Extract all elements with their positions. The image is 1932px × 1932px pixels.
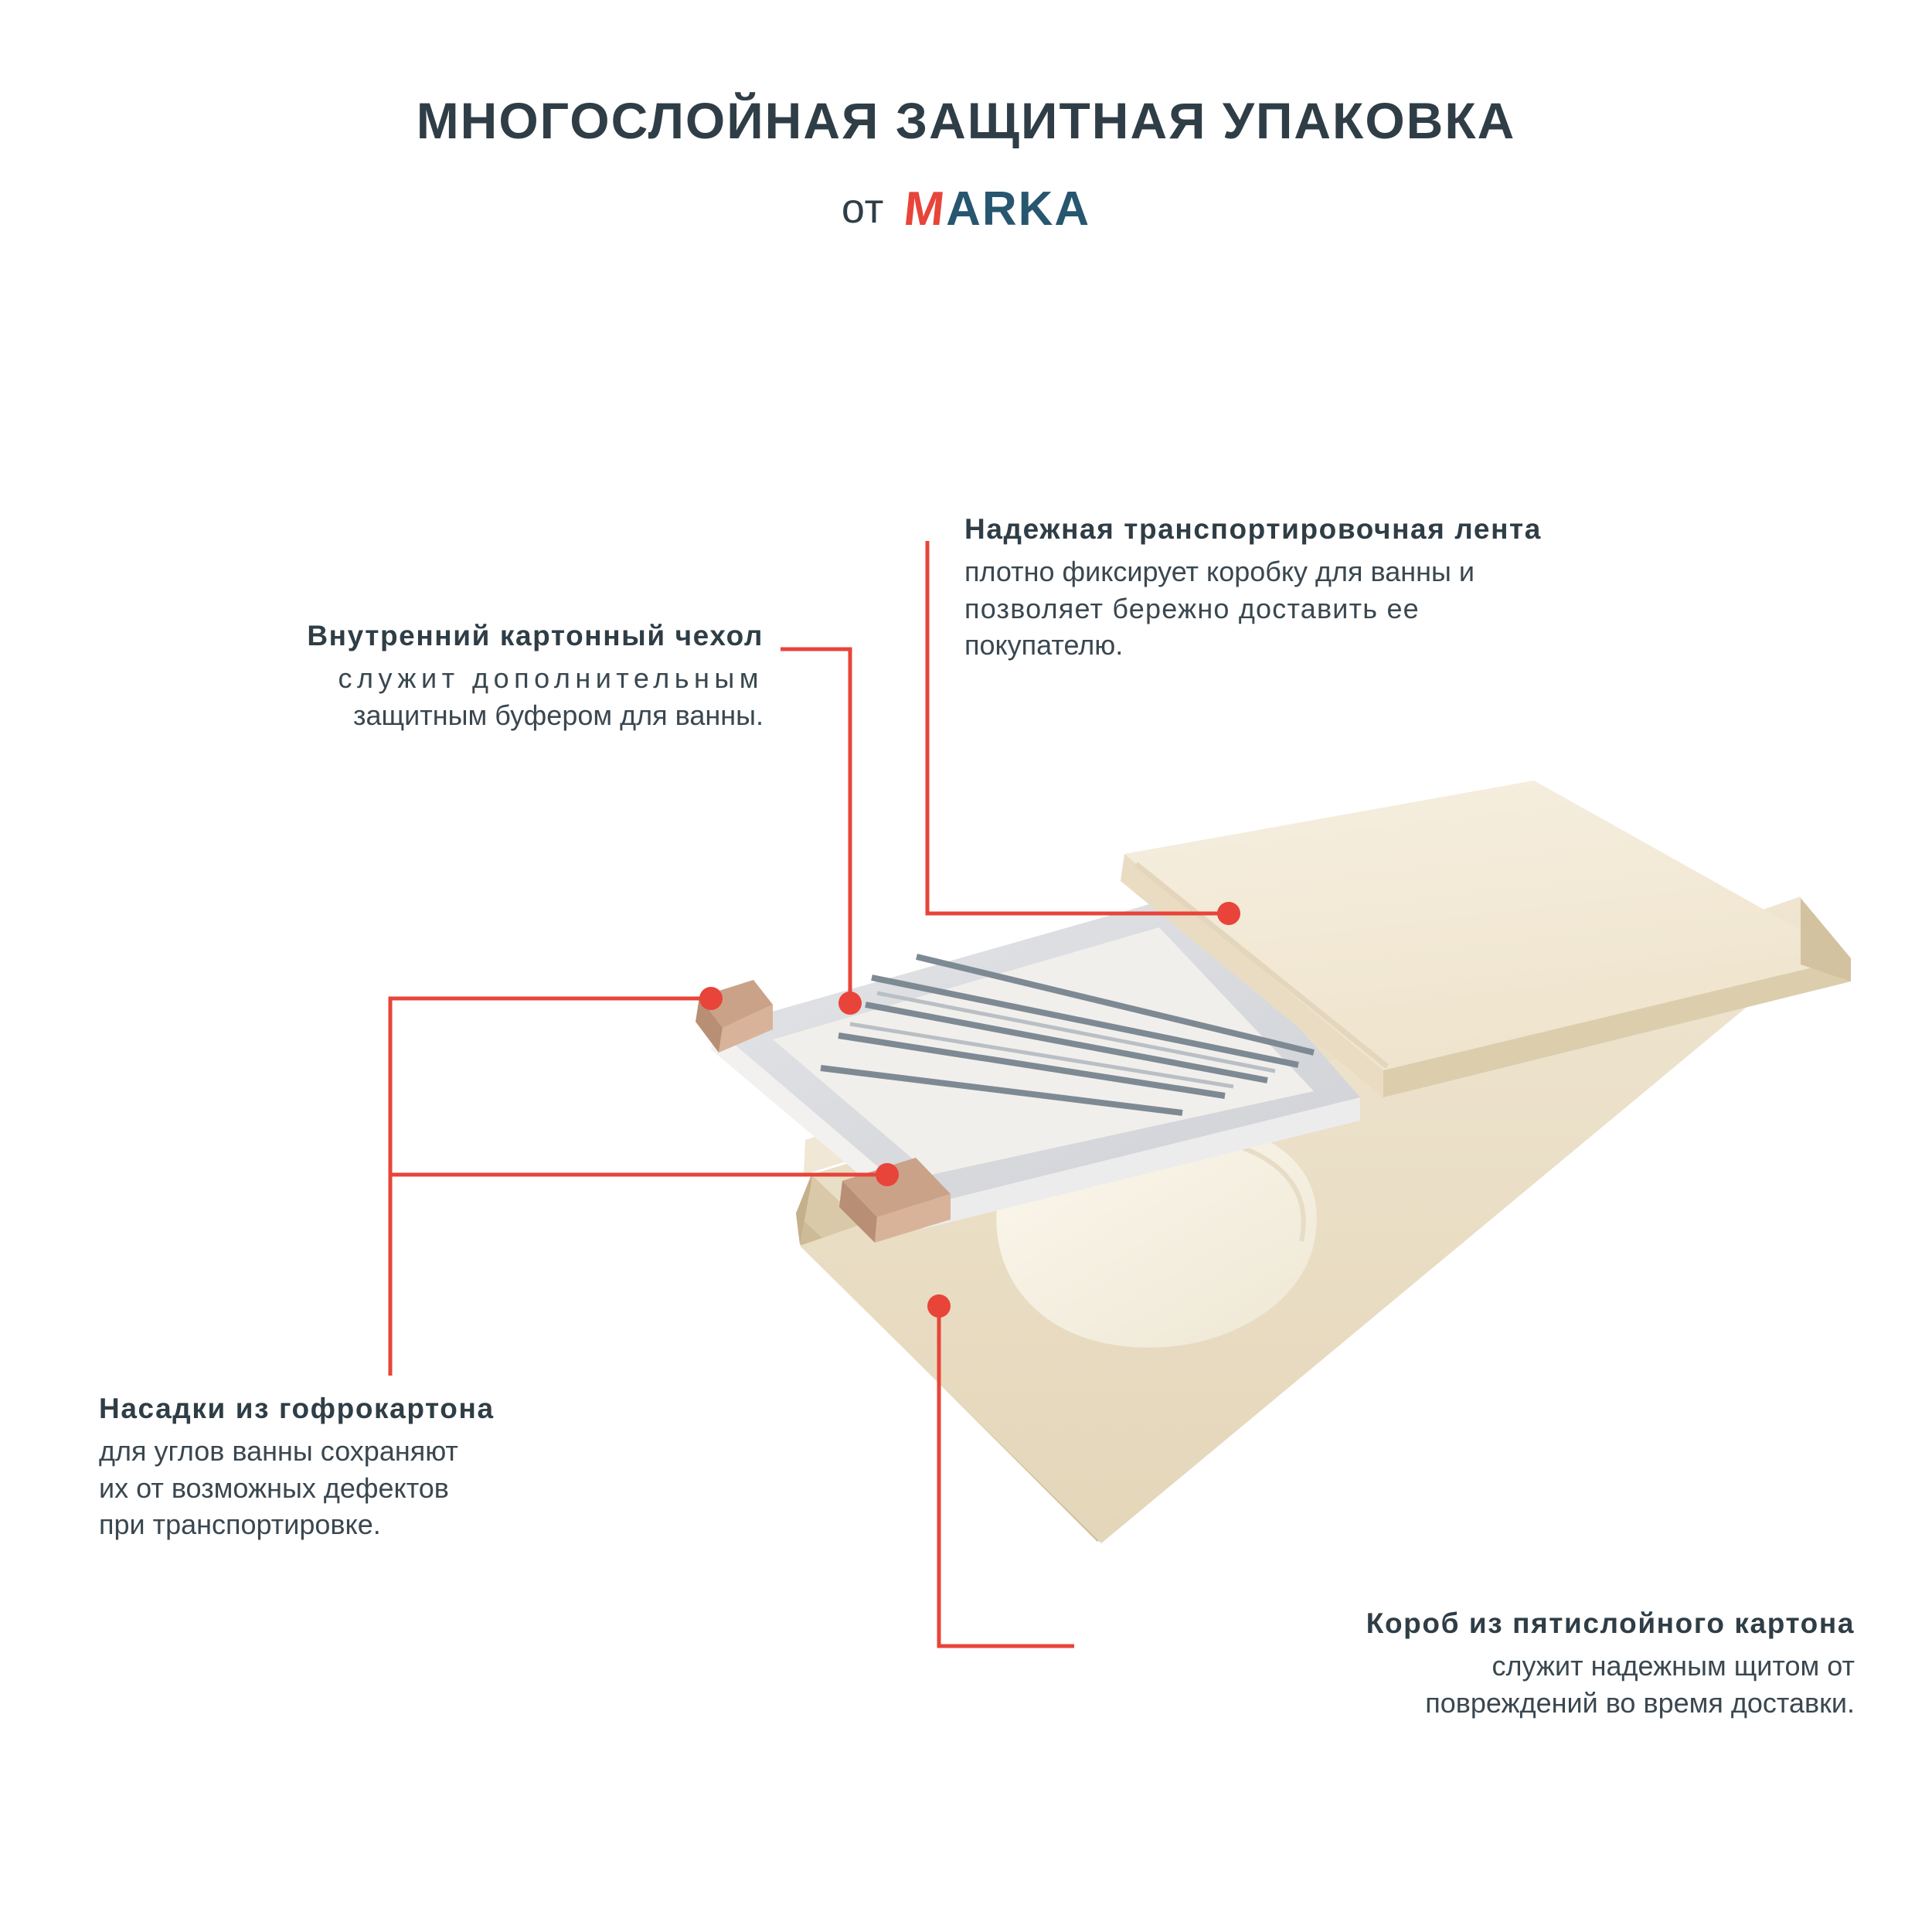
- callout-corner-caps-title: Насадки из гофрокартона: [99, 1393, 495, 1424]
- logo-m-letter: M: [901, 182, 949, 236]
- callout-corner-caps-line-3: при транспортировке.: [99, 1509, 381, 1541]
- five-layer-carton-box: [796, 896, 1801, 1543]
- callout-tape-line-2: позволяет бережно доставить ее: [964, 592, 1420, 624]
- callout-inner-sleeve: [91, 618, 764, 733]
- box-lid-with-tape: [1101, 781, 1851, 1543]
- callout-corner-caps: [99, 1391, 779, 1543]
- from-label: от: [841, 185, 885, 233]
- corrugated-corner-caps: [696, 980, 951, 1243]
- dot-tape: [1217, 902, 1240, 925]
- callout-carton-box-body: [1082, 1648, 1855, 1721]
- callout-inner-sleeve-body: [91, 660, 764, 733]
- leader-dots: [699, 902, 1240, 1318]
- bathtub-inside: [996, 1117, 1317, 1348]
- dot-corner-bottom: [876, 1163, 899, 1186]
- callout-tape-line-1: плотно фиксирует коробку для ванны и: [964, 556, 1475, 588]
- header: [0, 93, 1932, 236]
- callout-carton-box-line-1: служит надежным щитом от: [1492, 1650, 1855, 1682]
- callout-carton-box-title: Короб из пятислойного картона: [1366, 1607, 1855, 1639]
- logo-rest-letters: ARKA: [946, 182, 1091, 236]
- inner-cardboard-sleeve: [711, 895, 1360, 1229]
- brand-line: [0, 182, 1932, 236]
- callout-carton-box-line-2: повреждений во время доставки.: [1425, 1686, 1855, 1719]
- dot-box: [927, 1294, 951, 1318]
- page-title: МНОГОСЛОЙНАЯ ЗАЩИТНАЯ УПАКОВКА: [416, 92, 1516, 149]
- callout-corner-caps-line-2: их от возможных дефектов: [99, 1471, 449, 1504]
- callout-tape-line-3: покупателю.: [964, 629, 1124, 662]
- callout-corner-caps-line-1: для углов ванны сохраняют: [99, 1435, 458, 1468]
- dot-inner-sleeve: [838, 992, 862, 1015]
- callout-inner-sleeve-title: Внутренний картонный чехол: [307, 620, 764, 651]
- callout-tape: [964, 512, 1830, 664]
- callout-inner-sleeve-line-1: служит дополнительным: [338, 662, 764, 695]
- callout-corner-caps-body: [99, 1433, 779, 1543]
- callout-carton-box: [1082, 1606, 1855, 1721]
- dot-corner-top: [699, 987, 723, 1010]
- marka-logo: [901, 182, 1091, 236]
- callout-tape-title: Надежная транспортировочная лента: [964, 513, 1542, 545]
- callout-tape-body: [964, 553, 1830, 664]
- callout-inner-sleeve-line-2: защитным буфером для ванны.: [353, 699, 764, 731]
